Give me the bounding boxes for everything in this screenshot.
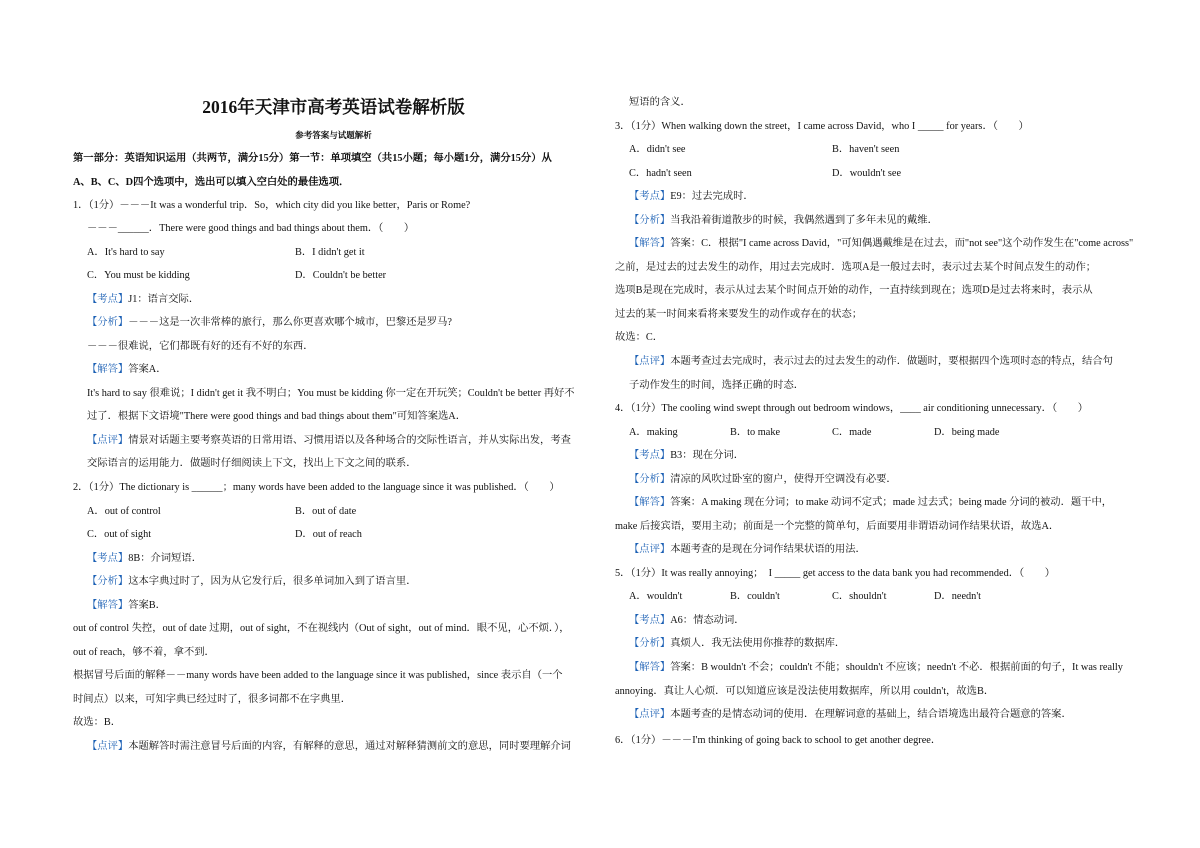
q5-fenxi (629, 637, 845, 651)
q3-fenxi (629, 214, 938, 228)
dianping-tag: 【点评】 (87, 741, 129, 752)
q3-jieda-line4: 过去的某一时间来看将来要发生的动作或存在的状态； (615, 309, 863, 320)
q4-option-d: D．being made (934, 427, 1000, 438)
q3-dianping (629, 355, 1113, 369)
q3-dianping-text: 本题考查过去完成时，表示过去的过去发生的动作．做题时，要根据四个选项时态的特点，结合句 (670, 356, 1113, 367)
q4-jieda-line2: make 后接宾语，要用主动；前面是一个完整的简单句，后面要用非谓语动词作结果状语，故选A． (615, 521, 1060, 532)
q1-fenxi (87, 316, 452, 330)
q2-fenxi (87, 575, 417, 589)
q5-fenxi-text: 真烦人．我无法使用你推荐的数据库． (670, 638, 846, 649)
fenxi-tag: 【分析】 (629, 638, 671, 649)
q1-kaodian (87, 293, 199, 307)
q1-option-a: A．It's hard to say (87, 247, 165, 258)
q2-option-c: C．out of sight (87, 529, 152, 540)
q2-continuation: 短语的含义． (629, 97, 691, 108)
q5-jieda-line2: annoying．真让人心烦．可以知道应该是没法使用数据库，所以用 couldn't，故选B． (615, 686, 995, 697)
kaodian-tag: 【考点】 (629, 450, 671, 461)
section-header-line1: 第一部分：英语知识运用（共两节，满分15分）第一节：单项填空（共15小题；每小题1分，满分15分）从 (73, 153, 552, 164)
q1-option-d: D．Couldn't be better (295, 270, 387, 281)
q2-option-b: B．out of date (295, 506, 357, 517)
q1-dianping (87, 434, 571, 448)
q5-kaodian (629, 614, 745, 628)
q1-dianping-text: 情景对话题主要考察英语的日常用语、习惯用语以及各种场合的交际性语言，并从实际出发，考查 (128, 435, 571, 446)
q2-stem: 2．（1分）The dictionary is ______；many words have been added to the language since it was published．（ ） (73, 482, 560, 493)
q2-jieda-line3: out of reach，够不着，拿不到． (73, 647, 215, 658)
q5-stem: 5．（1分）It was really annoying； I _____ get access to the data bank you had recommended．（ ） (615, 568, 1056, 579)
q2-fenxi-text: 这本字典过时了，因为从它发行后，很多单词加入到了语言里． (128, 576, 417, 587)
jieda-tag: 【解答】 (629, 497, 671, 508)
dianping-tag: 【点评】 (87, 435, 129, 446)
q2-dianping-text: 本题解答时需注意冒号后面的内容，有解释的意思，通过对解释猜测前文的意思，同时要理解介词 (128, 741, 571, 752)
q1-dianping-line2: 交际语言的运用能力．做题时仔细阅读上下文，找出上下文之间的联系． (87, 458, 417, 469)
q4-jieda (629, 496, 1112, 510)
q4-jieda-text: 答案：A making 现在分词；to make 动词不定式；made 过去式；being made 分词的被动．题干中， (670, 497, 1113, 508)
jieda-tag: 【解答】 (87, 600, 129, 611)
q5-dianping (629, 708, 1072, 722)
q6-stem: 6．（1分）－－－I'm thinking of going back to school to get another degree． (615, 735, 942, 746)
q2-dianping (87, 740, 571, 754)
fenxi-tag: 【分析】 (87, 576, 129, 587)
page-subtitle: 参考答案与试题解析 (295, 130, 372, 140)
q2-kaodian (87, 552, 202, 566)
q3-jieda-line2: 之前，是过去的过去发生的动作，用过去完成时．选项A是一般过去时，表示过去某个时间点发生的动作； (615, 262, 1097, 273)
q4-stem: 4．（1分）The cooling wind swept through out bedroom windows，____ air conditioning unnecessary．（ ） (615, 403, 1089, 414)
q3-option-a: A．didn't see (629, 144, 686, 155)
jieda-tag: 【解答】 (629, 238, 671, 249)
q1-jieda-text: 答案A． (128, 364, 167, 375)
q4-fenxi-text: 清凉的风吹过卧室的窗户，使得开空调没有必要． (670, 474, 897, 485)
q3-option-d: D．wouldn't see (832, 168, 902, 179)
q3-jieda (629, 237, 1133, 251)
q4-dianping-text: 本题考查的是现在分词作结果状语的用法． (670, 544, 866, 555)
q1-stem-line1: 1．（1分）－－－It was a wonderful trip．So，which city did you like better，Paris or Rome? (73, 200, 471, 211)
section-header-line2: A、B、C、D四个选项中，选出可以填入空白处的最佳选项． (73, 177, 350, 188)
q3-stem: 3．（1分）When walking down the street，I came across David，who I _____ for years．（ ） (615, 121, 1029, 132)
q1-option-c: C．You must be kidding (87, 270, 190, 281)
q3-option-b: B．haven't seen (832, 144, 900, 155)
q3-kaodian (629, 190, 754, 204)
q2-jieda (87, 599, 166, 613)
q3-fenxi-text: 当我沿着街道散步的时候，我偶然遇到了多年未见的戴维． (670, 215, 938, 226)
q4-dianping (629, 543, 866, 557)
q1-fenxi-line2: －－－很难说，它们都既有好的还有不好的东西． (87, 341, 314, 352)
q3-jieda-line3: 选项B是现在完成时，表示从过去某个时间点开始的动作，一直持续到现在；选项D是过去将来时，表示从 (615, 285, 1093, 296)
q4-option-c: C．made (832, 427, 872, 438)
q3-option-c: C．hadn't seen (629, 168, 692, 179)
q4-option-b: B．to make (730, 427, 781, 438)
q1-option-b: B．I didn't get it (295, 247, 365, 258)
q1-jieda (87, 363, 167, 377)
jieda-tag: 【解答】 (629, 662, 671, 673)
page-title: 2016年天津市高考英语试卷解析版 (202, 97, 465, 117)
kaodian-tag: 【考点】 (87, 294, 129, 305)
dianping-tag: 【点评】 (629, 709, 671, 720)
q5-option-a: A．wouldn't (629, 591, 683, 602)
q5-option-d: D．needn't (934, 591, 982, 602)
kaodian-tag: 【考点】 (629, 191, 671, 202)
q1-jieda-line3: 过了．根据下文语境"There were good things and bad things about them"可知答案选A． (87, 411, 467, 422)
q2-jieda-line6: 故选：B． (73, 717, 122, 728)
q3-jieda-line5: 故选：C． (615, 332, 664, 343)
q2-jieda-line4: 根据冒号后面的解释－－many words have been added to the language since it was published，since 表示自（一个 (73, 670, 563, 681)
q2-option-a: A．out of control (87, 506, 161, 517)
q2-jieda-line5: 时间点）以来，可知字典已经过时了，很多词都不在字典里． (73, 694, 352, 705)
fenxi-tag: 【分析】 (629, 215, 671, 226)
fenxi-tag: 【分析】 (87, 317, 129, 328)
fenxi-tag: 【分析】 (629, 474, 671, 485)
kaodian-tag: 【考点】 (629, 615, 671, 626)
q3-dianping-line2: 子动作发生的时间，选择正确的时态． (629, 380, 805, 391)
q1-fenxi-text: －－－这是一次非常棒的旅行，那么你更喜欢哪个城市，巴黎还是罗马? (128, 317, 452, 328)
q2-jieda-line2: out of control 失控，out of date 过期，out of sight，不在视线内（Out of sight，out of mind．眼不见，心不烦．）， (73, 623, 570, 634)
q5-dianping-text: 本题考查的是情态动词的使用．在理解词意的基础上，结合语境选出最符合题意的答案． (670, 709, 1072, 720)
dianping-tag: 【点评】 (629, 544, 671, 555)
q2-kaodian-text: 8B：介词短语． (128, 553, 202, 564)
kaodian-tag: 【考点】 (87, 553, 129, 564)
q2-option-d: D．out of reach (295, 529, 362, 540)
q5-option-c: C．shouldn't (832, 591, 887, 602)
q4-kaodian-text: B3：现在分词． (670, 450, 744, 461)
q2-jieda-text: 答案B． (128, 600, 166, 611)
jieda-tag: 【解答】 (87, 364, 129, 375)
q3-kaodian-text: E9：过去完成时． (670, 191, 754, 202)
dianping-tag: 【点评】 (629, 356, 671, 367)
q3-jieda-text: 答案：C．根据"I came across David，"可知偶遇戴维是在过去，而"not see"这个动作发生在"come across" (670, 238, 1134, 249)
q4-option-a: A．making (629, 427, 678, 438)
q4-fenxi (629, 473, 897, 487)
q1-jieda-line2: It's hard to say 很难说；I didn't get it 我不明白；You must be kidding 你一定在开玩笑；Couldn't be better 再好不 (87, 388, 575, 399)
q4-kaodian (629, 449, 744, 463)
q5-option-b: B．couldn't (730, 591, 780, 602)
q5-kaodian-text: A6：情态动词． (670, 615, 745, 626)
q5-jieda (629, 661, 1123, 675)
q1-stem-line2: －－－______．There were good things and bad things about them．（ ） (87, 223, 415, 234)
q5-jieda-text: 答案：B wouldn't 不会；couldn't 不能；shouldn't 不应该；needn't 不必．根据前面的句子，It was really (670, 662, 1123, 673)
q1-kaodian-text: J1：语言交际． (128, 294, 200, 305)
